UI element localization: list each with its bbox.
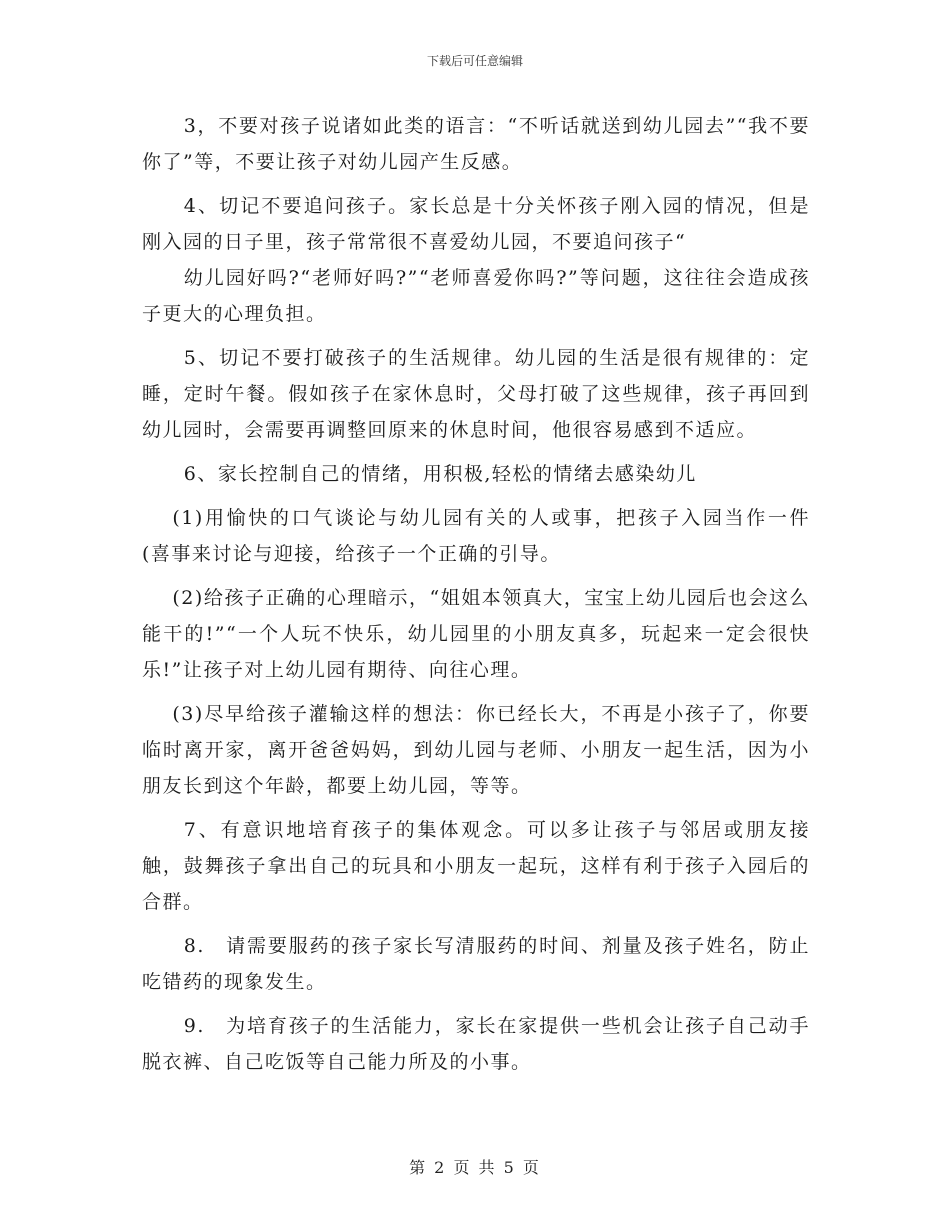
paragraph-3: 3，不要对孩子说诸如此类的语言：“不听话就送到幼儿园去”“我不要你了”等，不要让孩子对幼儿园产生反感。	[142, 115, 810, 173]
paragraph-8: 8. 请需要服药的孩子家长写清服药的时间、剂量及孩子姓名，防止吃错药的现象发生。	[142, 935, 810, 993]
paragraph-6-1: (1)用愉快的口气谈论与幼儿园有关的人或事，把孩子入园当作一件 (喜事来讨论与迎接，给孩子一个正确的引导。	[142, 507, 810, 565]
page-header: 下载后可任意编辑	[426, 54, 523, 68]
paragraph-9: 9. 为培育孩子的生活能力，家长在家提供一些机会让孩子自己动手脱衣裤、自己吃饭等自己能力所及的小事。	[142, 1015, 810, 1073]
paragraph-7: 7、有意识地培育孩子的集体观念。可以多让孩子与邻居或朋友接触，鼓舞孩子拿出自己的玩具和小朋友一起玩，这样有利于孩子入园后的合群。	[142, 819, 810, 913]
paragraph-5: 5、切记不要打破孩子的生活规律。幼儿园的生活是很有规律的：定睡，定时午餐。假如孩子在家休息时，父母打破了这些规律，孩子再回到幼儿园时，会需要再调整回原来的休息时间，他很容易感到不适应。	[142, 347, 810, 441]
page-number: 第 2 页 共 5 页	[409, 1158, 541, 1177]
paragraph-6-3: (3)尽早给孩子灌输这样的想法：你已经长大，不再是小孩子了，你要临时离开家，离开爸爸妈妈，到幼儿园与老师、小朋友一起生活，因为小朋友长到这个年龄，都要上幼儿园，等等。	[142, 703, 810, 797]
document-body	[142, 108, 810, 1080]
paragraph-6-2: (2)给孩子正确的心理暗示，“姐姐本领真大，宝宝上幼儿园后也会这么能干的!”“一个人玩不快乐，幼儿园里的小朋友真多，玩起来一定会很快乐!”让孩子对上幼儿园有期待、向往心理。	[142, 587, 810, 681]
paragraph-6: 6、家长控制自己的情绪，用积极,轻松的情绪去感染幼儿	[183, 463, 697, 485]
paragraph-4: 4、切记不要追问孩子。家长总是十分关怀孩子刚入园的情况，但是刚入园的日子里，孩子常常很不喜爱幼儿园，不要追问孩子“	[142, 195, 810, 253]
paragraph-4-continued: 幼儿园好吗?“老师好吗?”“老师喜爱你吗?”等问题，这往往会造成孩子更大的心理负担。	[142, 267, 810, 325]
